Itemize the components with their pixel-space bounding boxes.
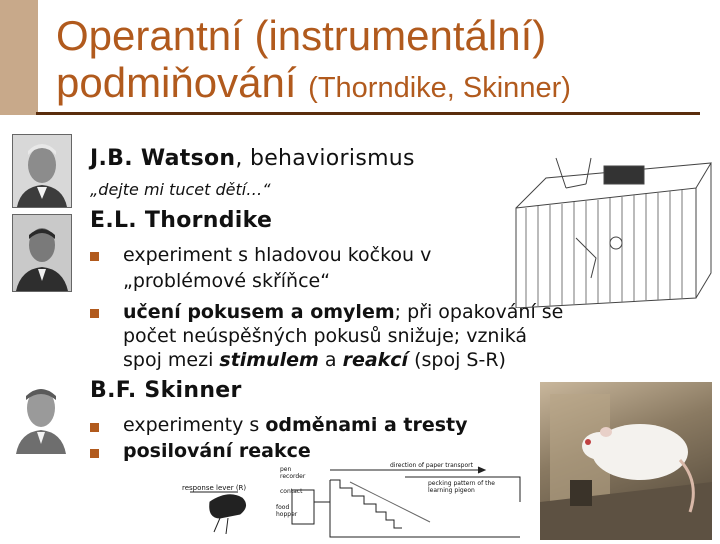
- thorndike-heading: E.L. Thorndike: [90, 208, 273, 233]
- slide-title: [56, 12, 571, 112]
- accent-bar: [0, 0, 38, 115]
- bullet-marker: [90, 309, 99, 318]
- bullet-marker: [90, 423, 99, 432]
- text-fragment: experimenty s: [123, 414, 266, 436]
- watson-name: J.B. Watson: [90, 146, 236, 171]
- skinner-heading: B.F. Skinner: [90, 378, 242, 403]
- watson-portrait: [12, 134, 72, 208]
- watson-quote: „dejte mi tucet dětí…“: [90, 180, 271, 199]
- skinner-portrait: [12, 376, 70, 454]
- stimulus-term: stimulem: [219, 349, 319, 371]
- thorndike-portrait: [12, 214, 72, 292]
- thorndike-bullet-2-line-2: počet neúspěšných pokusů snižuje; vzniká: [123, 325, 528, 347]
- thorndike-bullet-1-line-2: „problémové skříňce“: [123, 270, 331, 292]
- trial-and-error: učení pokusem a omylem: [123, 301, 395, 323]
- skinner-bullet-1: [123, 414, 468, 436]
- skinner-box-diagram: [180, 462, 535, 540]
- text-fragment: (spoj S-R): [408, 349, 506, 371]
- rat-image: [540, 382, 712, 540]
- watson-desc: , behaviorismus: [235, 146, 415, 171]
- watson-heading: [90, 146, 415, 171]
- label-pecking-pattern: pecking pattern of the learning pigeon: [428, 480, 495, 494]
- bullet-marker: [90, 252, 99, 261]
- title-underline: [36, 112, 700, 115]
- reaction-term: reakcí: [342, 349, 409, 371]
- label-food-hopper: food hopper: [276, 504, 298, 518]
- title-main: podmiňování: [56, 59, 297, 106]
- portrait-image: [13, 135, 71, 207]
- skinner-bullet-2: posilování reakce: [123, 440, 311, 462]
- label-contact: contact: [280, 488, 303, 495]
- rat-photo: [540, 382, 712, 540]
- label-paper-transport: direction of paper transport: [390, 462, 473, 469]
- thorndike-bullet-1-line-1: experiment s hladovou kočkou v: [123, 244, 432, 266]
- bullet-2-rest: ; při opakování se: [394, 301, 564, 323]
- text-fragment: a: [318, 349, 343, 371]
- label-response-lever: response lever (R): [182, 484, 247, 492]
- title-line-1: Operantní (instrumentální): [56, 12, 547, 59]
- thorndike-bullet-2-line-3: [123, 349, 506, 371]
- rewards-punishments: odměnami a tresty: [265, 414, 468, 436]
- puzzle-box-illustration: [496, 148, 716, 308]
- text-fragment: spoj mezi: [123, 349, 220, 371]
- portrait-image: [12, 376, 70, 454]
- title-line-2: [56, 59, 571, 112]
- label-pen-recorder: pen recorder: [280, 466, 306, 480]
- bullet-marker: [90, 449, 99, 458]
- portrait-image: [13, 215, 71, 291]
- title-subtitle: (Thorndike, Skinner): [308, 72, 571, 104]
